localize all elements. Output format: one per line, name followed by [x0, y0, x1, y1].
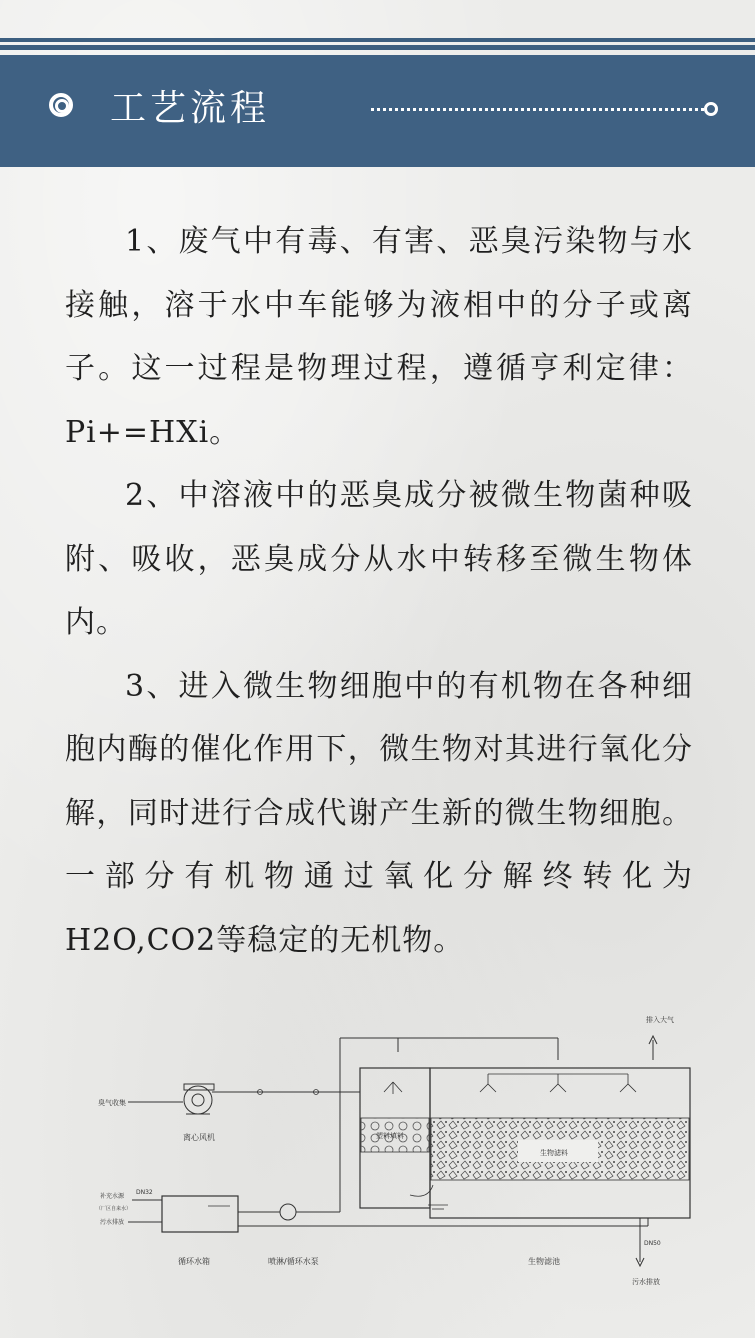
label-exhaust: 排入大气: [646, 1016, 674, 1024]
label-pipe-dn32: DN32: [136, 1189, 153, 1196]
label-bio-packing: 生物滤料: [540, 1149, 568, 1157]
process-flow-diagram: [88, 1000, 708, 1300]
label-fan: 离心风机: [183, 1133, 215, 1142]
dotted-divider-end-icon: [704, 102, 718, 116]
label-pump: 喷淋/循环水泵: [268, 1257, 319, 1266]
section-title: 工艺流程: [110, 88, 271, 129]
target-circle-icon: [49, 93, 73, 117]
label-drain-left: 污水排放: [100, 1219, 125, 1226]
label-biofilter: 生物滤池: [528, 1257, 560, 1266]
label-inlet: 臭气收集: [98, 1099, 126, 1107]
paragraph-2: 2、中溶液中的恶臭成分被微生物菌种吸附、吸收，恶臭成分从水中转移至微生物体内。: [65, 478, 693, 640]
label-pipe-dn50: DN50: [644, 1240, 661, 1247]
top-rule-thin: [0, 38, 755, 42]
paragraph-3: 3、进入微生物细胞中的有机物在各种细胞内酶的催化作用下，微生物对其进行氧化分解，同时进行合成代谢产生新的微生物细胞。一部分有机物通过氧化分解终转化为H2O,CO2等稳定的无机物。: [65, 668, 693, 958]
dotted-divider: [371, 108, 704, 111]
label-tank: 循环水箱: [178, 1257, 210, 1266]
top-rule-thick: [0, 45, 755, 50]
label-packing: 塑料填料: [376, 1132, 404, 1140]
process-description: [65, 210, 693, 972]
label-makeup-note: （厂区自来水）: [96, 1206, 132, 1212]
label-makeup-water: 补充水源: [100, 1193, 125, 1200]
paragraph-1: 1、废气中有毒、有害、恶臭污染物与水接触，溶于水中车能够为液相中的分子或离子。这一过程是物理过程，遵循亨利定律：Pi+=HXi。: [65, 224, 693, 450]
label-drain-right: 污水排放: [632, 1278, 660, 1286]
